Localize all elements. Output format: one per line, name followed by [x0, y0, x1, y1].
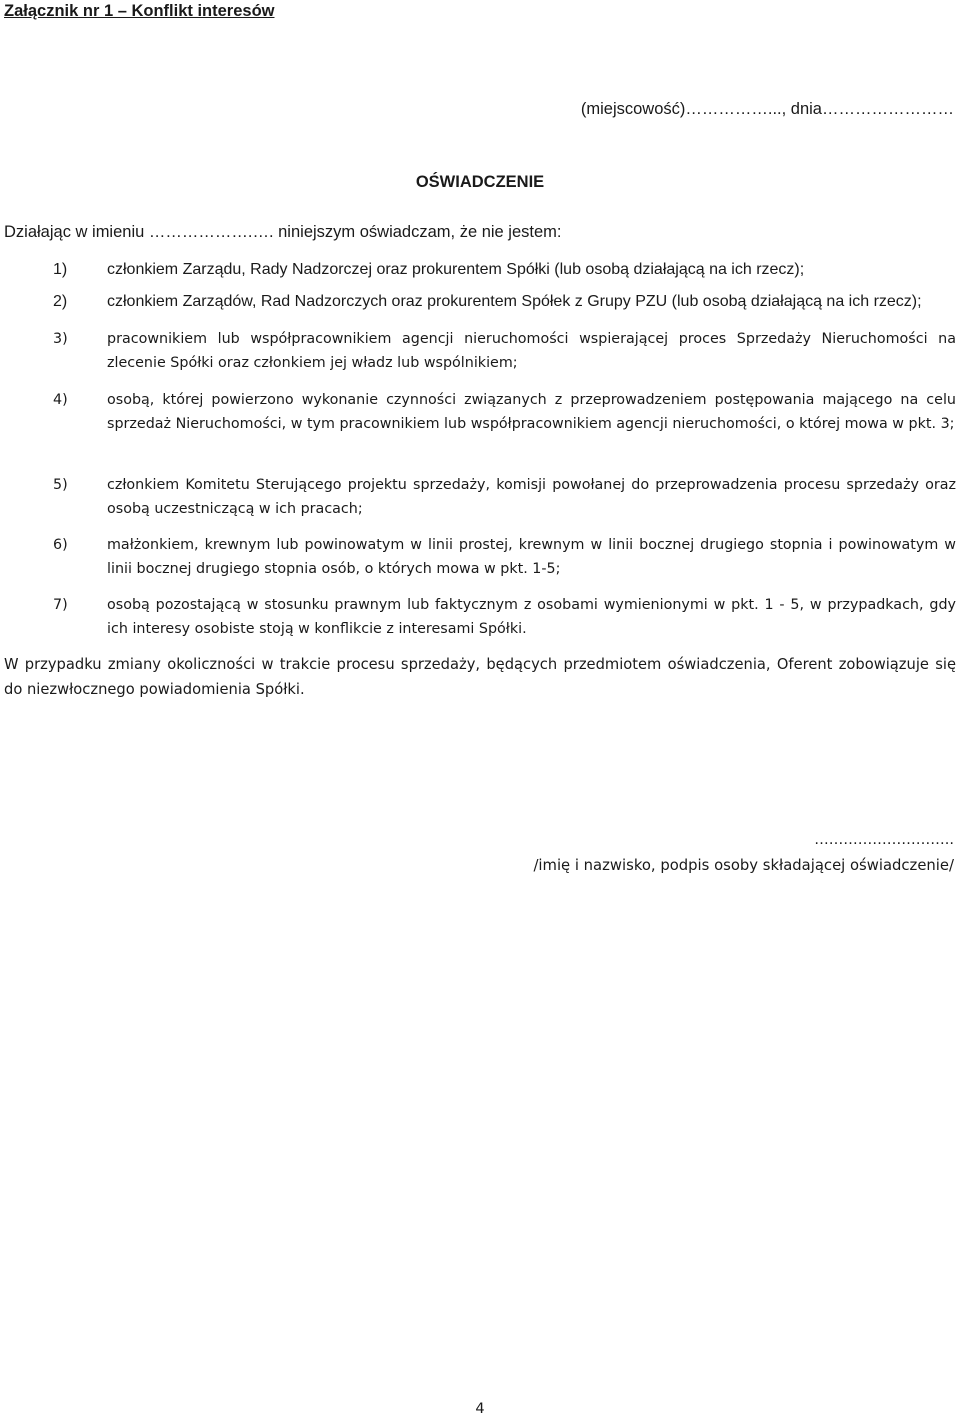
list-item-text: osobą, której powierzono wykonanie czynności związanych z przeprowadzeniem postępowania mającego na celu sprzedaż Nieruchomości, w tym pracownikiem lub współpracownikiem agencji nieruchomości, o której mowa w pkt. 3;: [107, 392, 956, 432]
list-item-text: osobą pozostającą w stosunku prawnym lub faktycznym z osobami wymienionymi w pkt. 1 - 5, w przypadkach, gdy ich interesy osobiste stoją w konflikcie z interesami Spółki.: [107, 597, 956, 637]
list-item-text: pracownikiem lub współpracownikiem agencji nieruchomości wspierającej proces Sprzedaży Nieruchomości na zlecenie Spółki oraz członkiem jej władz lub wspólnikiem;: [107, 331, 956, 371]
list-item-text: członkiem Komitetu Sterującego projektu sprzedaży, komisji powołanej do przeprowadzenia procesu sprzedaży oraz osobą uczestniczącą w ich pracach;: [107, 477, 956, 517]
list-item-number: 1): [53, 261, 68, 278]
closing-paragraph: W przypadku zmiany okoliczności w trakcie procesu sprzedaży, będących przedmiotem oświadczenia, Oferent zobowiązuje się do niezwłocznego powiadomienia Spółki.: [4, 656, 956, 698]
list-item-text: członkiem Zarządu, Rady Nadzorczej oraz prokurentem Spółki (lub osobą działającą na ich rzecz);: [107, 261, 805, 278]
list-item-text: małżonkiem, krewnym lub powinowatym w linii prostej, krewnym w linii bocznej drugiego stopnia i powinowatym w linii bocznej drugiego stopnia osób, o których mowa w pkt. 1-5;: [107, 537, 956, 577]
list-item: [4, 290, 956, 314]
list-item-number: 6): [53, 537, 68, 553]
list-item-number: 4): [53, 392, 68, 408]
list-item: [4, 258, 956, 282]
document-title: OŚWIADCZENIE: [415, 173, 545, 191]
list-item-number: 5): [53, 477, 68, 493]
place-date-line: (miejscowość)……………..., dnia……………………: [580, 100, 954, 118]
signature-label: /imię i nazwisko, podpis osoby składającej oświadczenie/: [533, 857, 954, 874]
signature-line: ………………………..: [814, 832, 954, 848]
attachment-heading: Załącznik nr 1 – Konflikt interesów: [4, 2, 275, 20]
list-item-number: 3): [53, 331, 68, 347]
list-item-number: 7): [53, 597, 68, 613]
list-item: [4, 388, 956, 436]
list-item: [4, 473, 956, 521]
page-number: 4: [475, 1401, 485, 1417]
list-item: [4, 593, 956, 641]
list-item-text: członkiem Zarządów, Rad Nadzorczych oraz prokurentem Spółek z Grupy PZU (lub osobą działającą na ich rzecz);: [107, 293, 922, 310]
list-item: [4, 533, 956, 581]
list-item: [4, 327, 956, 375]
list-item-number: 2): [53, 293, 68, 310]
intro-statement: Działając w imieniu ……………….…. niniejszym oświadczam, że nie jestem:: [4, 223, 562, 241]
